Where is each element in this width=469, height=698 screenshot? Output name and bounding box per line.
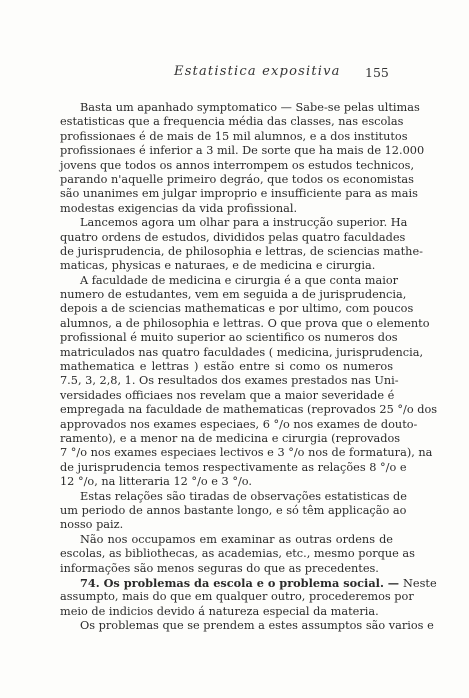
line-text: profissionaes é de mais de 15 mil alumnos, e a dos institutos <box>60 129 408 143</box>
text-line <box>60 547 415 561</box>
line-text: de jurisprudencia, de philosophia e lettras, de sciencias mathe- <box>60 244 423 258</box>
text-line <box>60 129 408 144</box>
line-text: maticas, physicas e naturaes, e de medicina e cirurgia. <box>60 259 376 273</box>
line-text: depois a de sciencias mathematicas e por ultimo, com poucos <box>60 302 414 316</box>
line-text: informações são menos seguras do que as precedentes. <box>60 561 379 575</box>
text-line <box>60 446 433 460</box>
text-line <box>60 431 401 446</box>
text-line <box>60 489 407 504</box>
line-text: meio de indicios devido á natureza especial da materia. <box>60 604 379 618</box>
text-line <box>60 360 393 374</box>
section-heading: 74. Os problemas da escola e o problema social. — <box>80 575 404 590</box>
line-text: Lancemos agora um olhar para a instrucção superior. Ha <box>80 216 408 230</box>
text-line <box>60 533 393 547</box>
line-text: 12 °/o, na litteraria 12 °/o e 3 °/o. <box>60 475 252 489</box>
page-number: 155 <box>365 65 389 80</box>
text-line <box>60 187 418 201</box>
text-line <box>60 374 399 388</box>
line-text: numero de estudantes, vem em seguida a de jurisprudencia, <box>60 288 407 302</box>
line-text: nosso paiz. <box>60 518 124 532</box>
line-text: 7 °/o nos exames especiaes lectivos e 3 °/o nos de formatura), na <box>60 446 433 460</box>
line-text: Os problemas que se prendem a estes assumptos são varios e <box>80 619 434 633</box>
line-text: profissionaes é inferior a 3 mil. De sorte que ha mais de 12.000 <box>60 144 425 158</box>
line-text: ramento), e a menor na de medicina e cirurgia (reprovados <box>60 431 401 445</box>
line-text: A faculdade de medicina e cirurgia é a que conta maior <box>80 273 399 287</box>
text-line <box>60 316 430 331</box>
line-text: Estas relações são tiradas de observações estatisticas de <box>80 489 407 503</box>
text-line <box>60 605 393 619</box>
text-line <box>60 389 393 403</box>
line-text: estatisticas que a frequencia média das classes, nas escolas <box>60 115 404 129</box>
line-text: versidades officiaes nos revelam que a maior severidade é <box>60 388 395 402</box>
text-line <box>60 590 414 604</box>
text-line <box>60 345 424 360</box>
line-text: Não nos occupamos em examinar as outras ordens de <box>80 532 393 546</box>
body-text <box>60 101 438 633</box>
line-text: parando n'aquelle primeiro degráo, que todos os economistas <box>60 172 414 186</box>
text-line <box>60 518 393 532</box>
running-head <box>0 64 469 84</box>
text-line <box>60 273 399 288</box>
text-line <box>60 158 415 173</box>
text-line <box>60 417 418 432</box>
text-line <box>60 144 425 158</box>
line-text: escolas, as bibliothecas, as academias, etc., mesmo porque as <box>60 547 415 561</box>
text-line <box>60 115 404 129</box>
line-text: assumpto, mais do que em qualquer outro, procederemos por <box>60 590 414 604</box>
line-text: empregada na faculdade de mathematicas (reprovados 25 °/o dos <box>60 403 438 417</box>
text-line <box>60 172 414 187</box>
line-text: um periodo de annos bastante longo, e só têm applicação ao <box>60 503 407 517</box>
text-line <box>60 575 437 590</box>
text-line <box>60 288 407 302</box>
text-line <box>60 331 398 345</box>
line-text: alumnos, a de philosophia e lettras. O que prova que o elemento <box>60 316 430 330</box>
line-text: de jurisprudencia temos respectivamente as relações 8 °/o e <box>60 460 407 474</box>
text-line <box>60 202 393 216</box>
line-text: Neste <box>403 576 437 590</box>
text-line <box>60 230 406 245</box>
line-text: matriculados nas quatro faculdades ( medicina, jurisprudencia, <box>60 345 424 359</box>
text-line <box>60 101 420 115</box>
text-line <box>60 244 423 259</box>
line-text: approvados nos exames especiaes, 6 °/o nos exames de douto- <box>60 417 418 431</box>
line-text: profissional é muito superior ao scientifico os numeros dos <box>60 331 398 345</box>
line-text: mathematica e lettras ) estão entre si como os numeros <box>60 360 393 374</box>
text-line <box>60 562 393 576</box>
text-line <box>60 216 408 230</box>
line-text: são unanimes em julgar improprio e insufficiente para as mais <box>60 187 418 201</box>
text-line <box>60 259 393 273</box>
line-text: 7.5, 3, 2,8, 1. Os resultados dos exames prestados nas Uni- <box>60 374 399 388</box>
text-line <box>60 475 393 489</box>
line-text: quatro ordens de estudos, divididos pelas quatro faculdades <box>60 230 406 244</box>
text-line <box>60 302 414 316</box>
line-text: Basta um apanhado symptomatico — Sabe-se pelas ultimas <box>80 101 420 114</box>
running-title: Estatistica expositiva <box>174 64 341 79</box>
text-line <box>60 403 438 417</box>
text-line <box>60 619 434 633</box>
line-text: modestas exigencias da vida profissional. <box>60 201 298 215</box>
text-line <box>60 460 407 475</box>
line-text: jovens que todos os annos interrompem os estudos technicos, <box>60 158 415 172</box>
text-line <box>60 503 407 518</box>
